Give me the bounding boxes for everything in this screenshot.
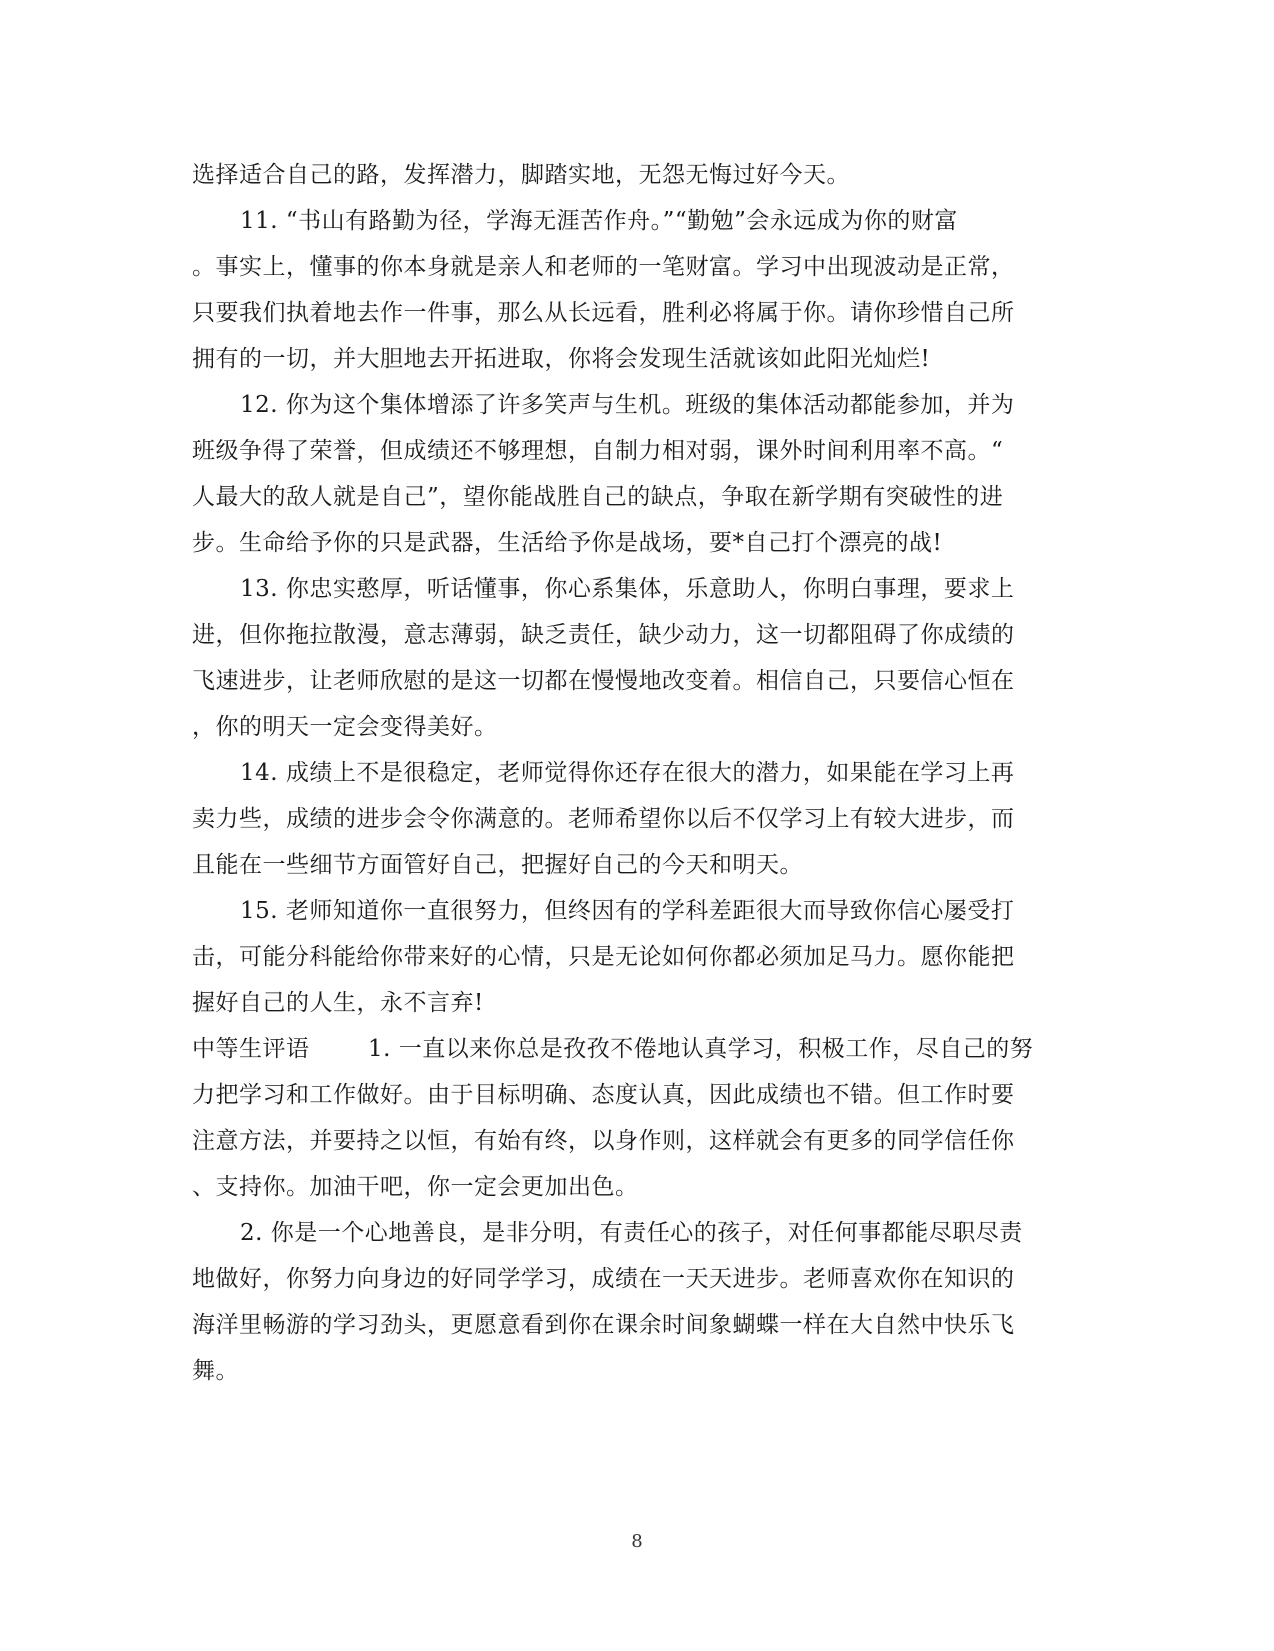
text-line: 选择适合自己的路，发挥潜力，脚踏实地，无怨无悔过好今天。 bbox=[192, 162, 850, 188]
text-line: 2. 你是一个心地善良，是非分明，有责任心的孩子，对任何事都能尽职尽责 bbox=[240, 1220, 1023, 1246]
section-heading: 中等生评语 bbox=[192, 1036, 310, 1062]
text-line: 舞。 bbox=[192, 1358, 239, 1384]
text-line: 班级争得了荣誉，但成绩还不够理想，自制力相对弱，课外时间利用率不高。“ bbox=[192, 438, 1004, 464]
text-line: 握好自己的人生，永不言弃! bbox=[192, 990, 484, 1016]
text-line: 注意方法，并要持之以恒，有始有终，以身作则，这样就会有更多的同学信任你 bbox=[192, 1128, 1015, 1154]
text-line: 12. 你为这个集体增添了许多笑声与生机。班级的集体活动都能参加，并为 bbox=[240, 392, 1015, 418]
text-line: 且能在一些细节方面管好自己，把握好自己的今天和明天。 bbox=[192, 852, 803, 878]
text-line: 拥有的一切，并大胆地去开拓进取，你将会发现生活就该如此阳光灿烂! bbox=[192, 346, 931, 372]
text-line: 卖力些，成绩的进步会令你满意的。老师希望你以后不仅学习上有较大进步，而 bbox=[192, 806, 1015, 832]
section-heading-line bbox=[192, 1032, 1072, 1066]
text-line: ，你的明天一定会变得美好。 bbox=[192, 714, 498, 740]
text-line: 11. “书山有路勤为径，学海无涯苦作舟。”“勤勉”会永远成为你的财富 bbox=[240, 208, 958, 234]
text-line: 人最大的敌人就是自己”，望你能战胜自己的缺点，争取在新学期有突破性的进 bbox=[192, 484, 1004, 510]
text-line: 。事实上，懂事的你本身就是亲人和老师的一笔财富。学习中出现波动是正常， bbox=[192, 254, 1015, 280]
text-line: 13. 你忠实憨厚，听话懂事，你心系集体，乐意助人，你明白事理，要求上 bbox=[240, 576, 1015, 602]
text-line: 海洋里畅游的学习劲头，更愿意看到你在课余时间象蝴蝶一样在大自然中快乐飞 bbox=[192, 1312, 1015, 1338]
text-line: 力把学习和工作做好。由于目标明确、态度认真，因此成绩也不错。但工作时要 bbox=[192, 1082, 1015, 1108]
text-line: 击，可能分科能给你带来好的心情，只是无论如何你都必须加足马力。愿你能把 bbox=[192, 944, 1015, 970]
text-line: 飞速进步，让老师欣慰的是这一切都在慢慢地改变着。相信自己，只要信心恒在 bbox=[192, 668, 1015, 694]
page-number: 8 bbox=[631, 1531, 643, 1552]
text-line: 1. 一直以来你总是孜孜不倦地认真学习，积极工作，尽自己的努 bbox=[368, 1036, 1034, 1062]
text-line: 15. 老师知道你一直很努力，但终因有的学科差距很大而导致你信心屡受打 bbox=[240, 898, 1015, 924]
text-line: 地做好，你努力向身边的好同学学习，成绩在一天天进步。老师喜欢你在知识的 bbox=[192, 1266, 1015, 1292]
text-line: 只要我们执着地去作一件事，那么从长远看，胜利必将属于你。请你珍惜自己所 bbox=[192, 300, 1015, 326]
text-line: 进，但你拖拉散漫，意志薄弱，缺乏责任，缺少动力，这一切都阻碍了你成绩的 bbox=[192, 622, 1015, 648]
text-line: 、支持你。加油干吧，你一定会更加出色。 bbox=[192, 1174, 639, 1200]
text-line: 步。生命给予你的只是武器，生活给予你是战场，要*自己打个漂亮的战! bbox=[192, 530, 943, 556]
text-line: 14. 成绩上不是很稳定，老师觉得你还存在很大的潜力，如果能在学习上再 bbox=[240, 760, 1015, 786]
